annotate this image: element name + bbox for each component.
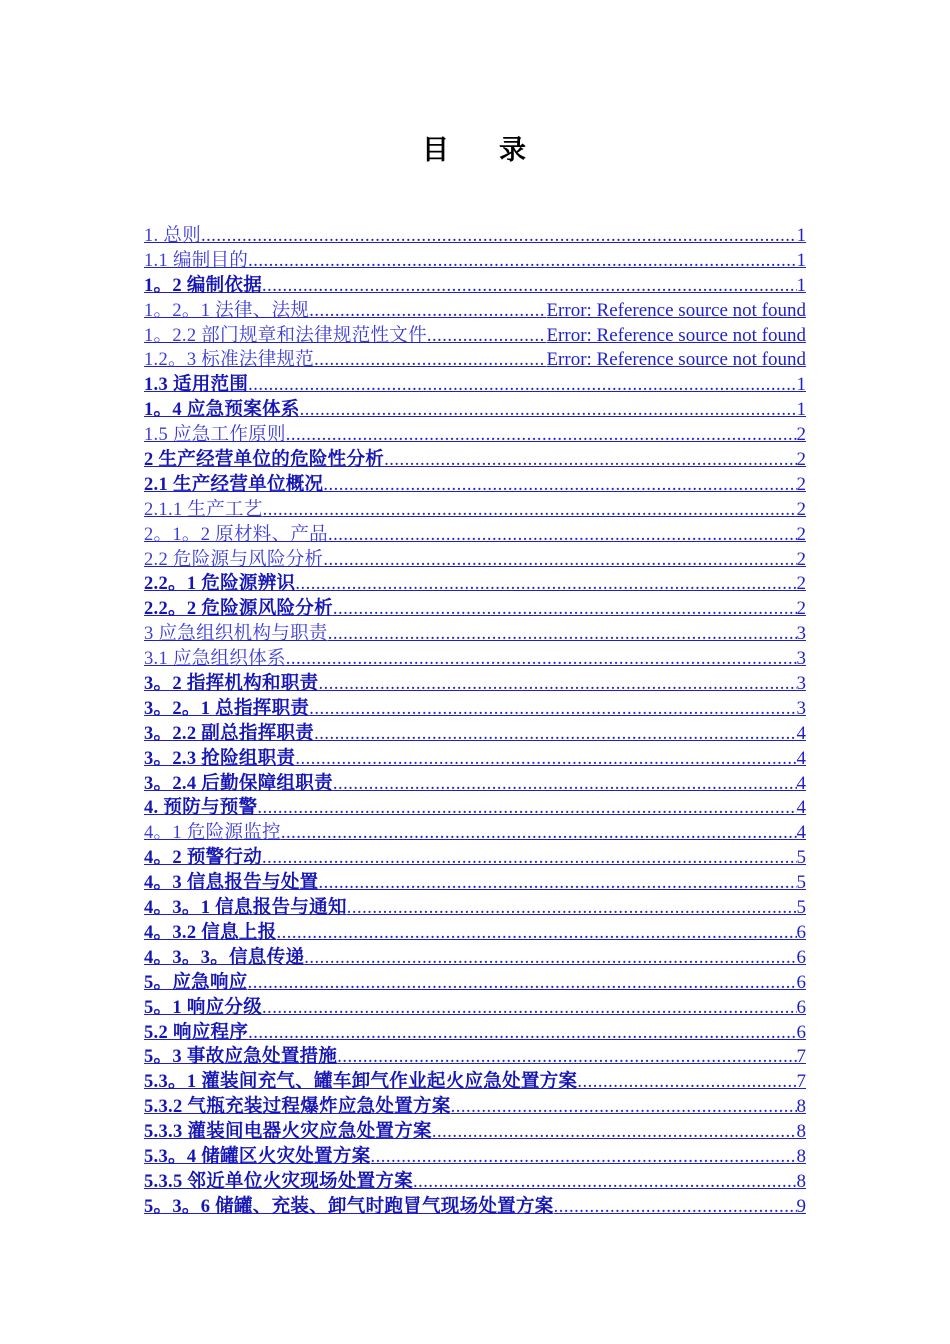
toc-entry-leader — [309, 697, 796, 722]
toc-entry-page: 6 — [796, 1021, 806, 1043]
toc-entry-leader — [413, 1170, 796, 1195]
toc-entry-page: Error: Reference source not found — [546, 324, 806, 346]
toc-entry-leader — [323, 473, 796, 498]
toc-entry[interactable] — [144, 423, 806, 448]
toc-entry-label: 4。3。3。信息传递 — [144, 947, 305, 968]
toc-entry-leader — [314, 722, 796, 747]
toc-entry-page: 2 — [796, 424, 806, 446]
toc-entry-page: 3 — [796, 673, 806, 695]
toc-entry-page: 5 — [796, 847, 806, 869]
toc-entry[interactable] — [144, 299, 806, 324]
toc-entry[interactable] — [144, 1095, 806, 1120]
toc-entry-label: 5。1 响应分级 — [144, 997, 263, 1018]
toc-entry-leader — [371, 1145, 797, 1170]
toc-entry[interactable] — [144, 747, 806, 772]
toc-title — [0, 128, 950, 167]
toc-entry[interactable] — [144, 697, 806, 722]
toc-entry[interactable] — [144, 1195, 806, 1220]
toc-entry-label: 5.3。4 储罐区火灾处置方案 — [144, 1146, 371, 1167]
toc-entry-page: 2 — [796, 598, 806, 620]
toc-entry-label: 2.2 危险源与风险分析 — [144, 549, 324, 570]
toc-entry[interactable] — [144, 1170, 806, 1195]
toc-entry-page: Error: Reference source not found — [546, 349, 806, 371]
toc-entry-page: 4 — [796, 822, 806, 844]
toc-entry-label: 3 应急组织机构与职责 — [144, 624, 328, 645]
toc-entry-page: 4 — [796, 747, 806, 769]
toc-entry-label: 4。3 信息报告与处置 — [144, 873, 319, 894]
toc-entry[interactable] — [144, 1145, 806, 1170]
toc-entry-page: 2 — [796, 548, 806, 570]
toc-entry-leader — [554, 1195, 797, 1220]
toc-entry-page: 8 — [796, 1096, 806, 1118]
toc-entry[interactable] — [144, 647, 806, 672]
toc-entry-leader — [328, 523, 797, 548]
toc-entry[interactable] — [144, 498, 806, 523]
toc-entry-page: 6 — [796, 996, 806, 1018]
toc-entry[interactable] — [144, 921, 806, 946]
toc-entry-label: 3。2 指挥机构和职责 — [144, 674, 319, 695]
toc-entry-leader — [304, 946, 796, 971]
table-of-contents — [144, 224, 806, 1220]
toc-entry-label: 1.2。3 标准法律规范 — [144, 350, 315, 371]
toc-entry-label: 4. 预防与预警 — [144, 798, 258, 819]
toc-entry-leader — [277, 921, 797, 946]
toc-entry-leader — [427, 324, 547, 349]
toc-entry-label: 1。2.2 部门规章和法律规范性文件 — [144, 325, 427, 346]
toc-entry-label: 1. 总则 — [144, 226, 202, 246]
toc-entry-label: 3.1 应急组织体系 — [144, 649, 286, 670]
toc-entry-leader — [281, 821, 797, 846]
toc-entry-label: 3。2.4 后勤保障组职责 — [144, 773, 333, 794]
toc-entry-label: 2 生产经营单位的危险性分析 — [144, 450, 385, 471]
toc-entry[interactable] — [144, 796, 806, 821]
toc-entry-page: 7 — [796, 1071, 806, 1093]
toc-entry[interactable] — [144, 1120, 806, 1145]
toc-entry[interactable] — [144, 871, 806, 896]
toc-entry-leader — [318, 672, 796, 697]
toc-entry-label: 5.3。1 灌装间充气、罐车卸气作业起火应急处置方案 — [144, 1072, 578, 1093]
toc-title-char-1: 目 — [422, 135, 451, 166]
toc-entry-label: 1.1 编制目的 — [144, 250, 249, 271]
toc-entry-label: 5。3。6 储罐、充装、卸气时跑冒气现场处置方案 — [144, 1196, 554, 1217]
toc-title-char-2: 录 — [499, 135, 528, 166]
toc-entry-label: 4。3.2 信息上报 — [144, 922, 277, 943]
toc-entry[interactable] — [144, 821, 806, 846]
toc-entry-leader — [262, 846, 796, 871]
toc-entry-page: 5 — [796, 897, 806, 919]
toc-entry-leader — [337, 1045, 796, 1070]
toc-entry-label: 5。3 事故应急处置措施 — [144, 1047, 338, 1068]
toc-entry-label: 1。2 编制依据 — [144, 275, 263, 296]
toc-entry-page: 7 — [796, 1046, 806, 1068]
toc-entry-label: 1.3 适用范围 — [144, 375, 249, 396]
toc-entry[interactable] — [144, 946, 806, 971]
toc-entry-label: 3。2.3 抢险组职责 — [144, 748, 296, 769]
toc-entry-page: 3 — [796, 623, 806, 645]
toc-entry-leader — [323, 548, 796, 573]
toc-entry-page: 2 — [796, 573, 806, 595]
toc-entry[interactable] — [144, 398, 806, 423]
toc-entry-page: 1 — [796, 399, 806, 421]
toc-entry-page: 5 — [796, 872, 806, 894]
toc-entry-leader — [300, 398, 797, 423]
toc-entry-page: 1 — [796, 249, 806, 271]
toc-entry-label: 1。4 应急预案体系 — [144, 400, 300, 421]
toc-entry-leader — [328, 622, 797, 647]
toc-entry-label: 5。应急响应 — [144, 972, 248, 993]
toc-entry-page: 4 — [796, 722, 806, 744]
toc-entry-leader — [347, 896, 797, 921]
toc-entry-page: 2 — [796, 473, 806, 495]
toc-entry-leader — [286, 647, 797, 672]
toc-entry-leader — [248, 373, 796, 398]
toc-entry-label: 1.5 应急工作原则 — [144, 425, 286, 446]
toc-entry-page: Error: Reference source not found — [546, 299, 806, 321]
toc-entry-label: 2.1 生产经营单位概况 — [144, 474, 324, 495]
toc-entry-leader — [333, 772, 797, 797]
toc-entry-label: 5.3.3 灌装间电器火灾应急处置方案 — [144, 1122, 432, 1143]
toc-entry-leader — [262, 996, 796, 1021]
toc-entry-page: 3 — [796, 648, 806, 670]
toc-entry[interactable] — [144, 1021, 806, 1046]
toc-entry-label: 5.3.5 邻近单位火灾现场处置方案 — [144, 1171, 414, 1192]
toc-entry-page: 4 — [796, 797, 806, 819]
toc-entry-label: 5.2 响应程序 — [144, 1022, 249, 1043]
toc-entry-leader — [577, 1070, 796, 1095]
toc-entry-leader — [295, 572, 796, 597]
toc-entry-leader — [295, 747, 796, 772]
toc-entry[interactable] — [144, 622, 806, 647]
toc-entry-leader — [333, 597, 797, 622]
toc-entry-label: 3。2。1 总指挥职责 — [144, 698, 310, 719]
toc-entry-label: 5.3.2 气瓶充装过程爆炸应急处置方案 — [144, 1097, 451, 1118]
toc-entry-page: 8 — [796, 1170, 806, 1192]
toc-entry-label: 2.2。1 危险源辨识 — [144, 574, 296, 595]
toc-entry[interactable] — [144, 523, 806, 548]
toc-entry-leader — [384, 448, 796, 473]
toc-entry-page: 6 — [796, 946, 806, 968]
toc-entry-label: 4。3。1 信息报告与通知 — [144, 898, 347, 919]
toc-entry-label: 3。2.2 副总指挥职责 — [144, 723, 315, 744]
toc-entry[interactable] — [144, 772, 806, 797]
toc-entry-page: 9 — [796, 1195, 806, 1217]
toc-entry-page: 3 — [796, 697, 806, 719]
toc-entry[interactable] — [144, 348, 806, 373]
toc-entry-leader — [263, 498, 797, 523]
toc-entry[interactable] — [144, 572, 806, 597]
toc-entry[interactable] — [144, 373, 806, 398]
toc-entry-page: 2 — [796, 498, 806, 520]
toc-entry-label: 4。1 危险源监控 — [144, 823, 281, 844]
toc-entry[interactable] — [144, 597, 806, 622]
toc-entry[interactable] — [144, 971, 806, 996]
toc-entry[interactable] — [144, 448, 806, 473]
toc-entry[interactable] — [144, 896, 806, 921]
toc-entry-leader — [201, 224, 796, 249]
toc-entry-page: 4 — [796, 772, 806, 794]
toc-entry-label: 2.1.1 生产工艺 — [144, 499, 263, 520]
toc-entry-leader — [314, 348, 546, 373]
toc-entry-leader — [286, 423, 797, 448]
toc-entry[interactable] — [144, 324, 806, 349]
toc-entry-page: 6 — [796, 971, 806, 993]
toc-entry-page: 1 — [796, 274, 806, 296]
toc-entry-page: 6 — [796, 921, 806, 943]
toc-entry-leader — [248, 249, 796, 274]
toc-entry-leader — [309, 299, 546, 324]
toc-entry-page: 1 — [796, 225, 806, 246]
toc-entry-label: 4。2 预警行动 — [144, 848, 263, 869]
toc-entry[interactable] — [144, 274, 806, 299]
toc-entry[interactable] — [144, 1070, 806, 1095]
toc-entry[interactable] — [144, 996, 806, 1021]
toc-entry-page: 2 — [796, 449, 806, 471]
toc-entry[interactable] — [144, 548, 806, 573]
toc-entry-leader — [248, 971, 797, 996]
toc-entry[interactable] — [144, 722, 806, 747]
toc-entry-page: 8 — [796, 1121, 806, 1143]
toc-entry[interactable] — [144, 224, 806, 249]
toc-entry-label: 1。2。1 法律、法规 — [144, 300, 310, 321]
toc-entry-label: 2.2。2 危险源风险分析 — [144, 599, 333, 620]
toc-entry-label: 2。1。2 原材料、产品 — [144, 524, 328, 545]
toc-entry-page: 8 — [796, 1145, 806, 1167]
toc-entry-leader — [432, 1120, 797, 1145]
toc-entry[interactable] — [144, 672, 806, 697]
toc-entry-leader — [318, 871, 796, 896]
toc-entry-page: 1 — [796, 374, 806, 396]
toc-entry-leader — [257, 796, 796, 821]
toc-entry[interactable] — [144, 249, 806, 274]
toc-entry[interactable] — [144, 473, 806, 498]
toc-entry-leader — [262, 274, 796, 299]
toc-entry-leader — [248, 1021, 796, 1046]
toc-entry[interactable] — [144, 1045, 806, 1070]
toc-entry[interactable] — [144, 846, 806, 871]
toc-entry-leader — [451, 1095, 797, 1120]
toc-entry-page: 2 — [796, 523, 806, 545]
